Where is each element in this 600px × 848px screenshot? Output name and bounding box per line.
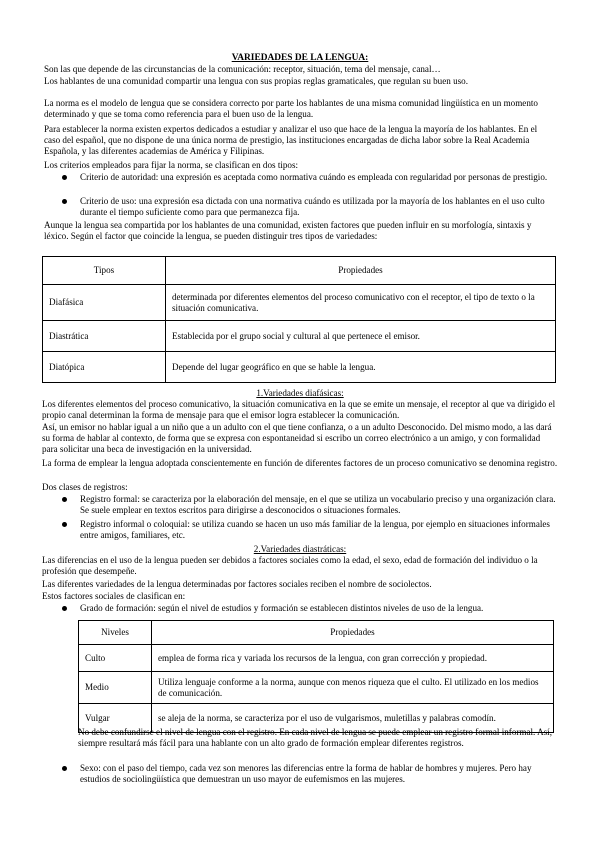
cell-propiedad: Utiliza lenguaje conforme a la norma, aunque con menos riqueza que el culto. El utilizado en los medios de comunicación. — [152, 672, 554, 704]
section2-paragraph-3: Estos factores sociales de clasifican en: — [42, 591, 186, 601]
registro-formal-text: Registro formal: se caracteriza por la elaboración del mensaje, en el que se utiliza un vocabulario preciso y una organización clara. Se suele emplear en textos escritos para dirigirse a desconocidos o situaciones formales. — [80, 494, 556, 515]
norma-paragraph: La norma es el modelo de lengua que se considera correcto por parte los hablantes de una misma comunidad lingüística en un momento determinado y que se toma como referencia para el buen uso de la lengua. — [44, 98, 538, 119]
section2-heading: 2.Variedades diastráticas: — [253, 544, 347, 554]
cell-tipo: Diafásica — [43, 285, 166, 321]
sexo-text: Sexo: con el paso del tiempo, cada vez son menores las diferencias entre la forma de hablar de hombres y mujeres. Pero hay estudios de sociolingüística que demuestran un uso mayor de eufemismos en las mujeres. — [80, 763, 532, 784]
grado-formacion-text: Grado de formación: según el nivel de estudios y formación se establecen distintos niveles de uso de la lengua. — [80, 603, 484, 613]
grado-formacion-item — [62, 603, 556, 614]
table-header-row — [43, 257, 556, 285]
bullet-icon — [62, 766, 67, 771]
section1-paragraph-3: La forma de emplear la lengua adoptada conscientemente en función de diferentes factores de un proceso comunicativo se denomina registro. — [42, 458, 558, 468]
cell-nivel: Vulgar — [79, 704, 152, 733]
section1-paragraph-4: Dos clases de registros: — [42, 482, 128, 492]
cell-propiedad: Establecida por el grupo social y cultural al que pertenece el emisor. — [166, 321, 556, 352]
section2-paragraph-1: Las diferencias en el uso de la lengua pueden ser debidos a factores sociales como la edad, el sexo, edad de formación del individuo o la profesión que desempeñe. — [42, 555, 538, 576]
section2-paragraph-2: Las diferentes variedades de la lengua determinadas por factores sociales reciben el nombre de sociolectos. — [42, 579, 432, 589]
intro-line-1: Son las que depende de las circunstancias de la comunicación: receptor, situación, tema del mensaje, canal… — [44, 64, 441, 74]
criterio-autoridad-item — [62, 172, 552, 183]
table-row — [43, 285, 556, 321]
cell-propiedad: emplea de forma rica y variada los recursos de la lengua, con gran corrección y propiedad. — [152, 645, 554, 672]
header-tipos: Tipos — [43, 257, 166, 285]
bullet-icon — [62, 199, 67, 204]
cell-tipo: Diastrática — [43, 321, 166, 352]
section1-paragraph-1: Los diferentes elementos del proceso comunicativo, la situación comunicativa en la que se emite un mensaje, el receptor al que va dirigido el propio canal determinan la forma de mensaje para que el emisor logra establecer la comunicación. — [42, 399, 556, 420]
cell-propiedad: determinada por diferentes elementos del proceso comunicativo con el receptor, el tipo de texto o la situación comunicativa. — [166, 285, 556, 321]
section1-heading: 1.Variedades diafásicas: — [256, 388, 344, 398]
cell-propiedad: se aleja de la norma, se caracteriza por el uso de vulgarismos, muletillas y palabras comodín. — [152, 704, 554, 733]
variedades-table — [42, 256, 556, 383]
section2-after-table: No debe confundirse el nivel de lengua con el registro. En cada nivel de lengua se puede emplear un registro formal informal. Así, siempre resultará más fácil para una hablante con un alto grado de formación emplear diferentes registros. — [78, 727, 552, 748]
header-propiedades: Propiedades — [152, 621, 554, 645]
norma-expertos-paragraph: Para establecer la norma existen expertos dedicados a estudiar y analizar el uso que hace de la lengua la mayoría de los hablantes. En el caso del español, que no dispone de una única norma de prestigio, las instituciones encargadas de dicha labor sobre la Real Academia Española, y las diferentes academias de América y Filipinas. — [44, 124, 538, 156]
registro-informal-text: Registro informal o coloquial: se utiliza cuando se hacen un uso más familiar de la lengua, por ejemplo en situaciones informales entre amigos, familiares, etc. — [80, 519, 550, 540]
cell-nivel: Culto — [79, 645, 152, 672]
criterio-autoridad-text: Criterio de autoridad: una expresión es aceptada como normativa cuándo es empleada con regularidad por personas de prestigio. — [80, 172, 548, 182]
sexo-item — [62, 763, 556, 785]
cell-propiedad: Depende del lugar geográfico en que se hable la lengua. — [166, 352, 556, 383]
niveles-table — [78, 620, 554, 733]
table-header-row — [79, 621, 554, 645]
cell-nivel: Medio — [79, 672, 152, 704]
bullet-icon — [62, 606, 67, 611]
table-row — [79, 645, 554, 672]
criterios-intro: Los criterios empleados para fijar la norma, se clasifican en dos tipos: — [44, 160, 299, 170]
document-title: VARIEDADES DE LA LENGUA: — [231, 53, 369, 63]
criterio-uso-text: Criterio de uso: una expresión esa dictada con una normativa cuándo es utilizada por la mayoría de los hablantes en el uso culto durante el tiempo suficiente como para que permanezca fija. — [80, 196, 545, 217]
header-propiedades: Propiedades — [166, 257, 556, 285]
table-row — [79, 672, 554, 704]
table-row — [43, 321, 556, 352]
bullet-icon — [62, 175, 67, 180]
registro-informal-item — [62, 519, 556, 541]
header-niveles: Niveles — [79, 621, 152, 645]
cell-tipo: Diatópica — [43, 352, 166, 383]
aunque-paragraph: Aunque la lengua sea compartida por los hablantes de una comunidad, existen factores que pueden influir en su morfología, sintaxis y léxico. Según el factor que coincide la lengua, se pueden distinguir tres tipos de variedades: — [44, 220, 532, 241]
criterio-uso-item — [62, 196, 552, 218]
section1-paragraph-2: Así, un emisor no hablar igual a un niño que a un adulto con el que tiene confianza, o a un adulto Desconocido. Del mismo modo, a las dará su forma de hablar al contexto, de forma que se expresa con espontaneidad si escribo un correo electrónico a un amigo, y con formalidad para solicitar una beca de investigación en la universidad. — [42, 422, 552, 454]
table-row — [43, 352, 556, 383]
bullet-icon — [62, 497, 67, 502]
registro-formal-item — [62, 494, 556, 516]
intro-line-2: Los hablantes de una comunidad compartir una lengua con sus propias reglas gramaticales, que regulan su buen uso. — [44, 76, 468, 86]
bullet-icon — [62, 522, 67, 527]
